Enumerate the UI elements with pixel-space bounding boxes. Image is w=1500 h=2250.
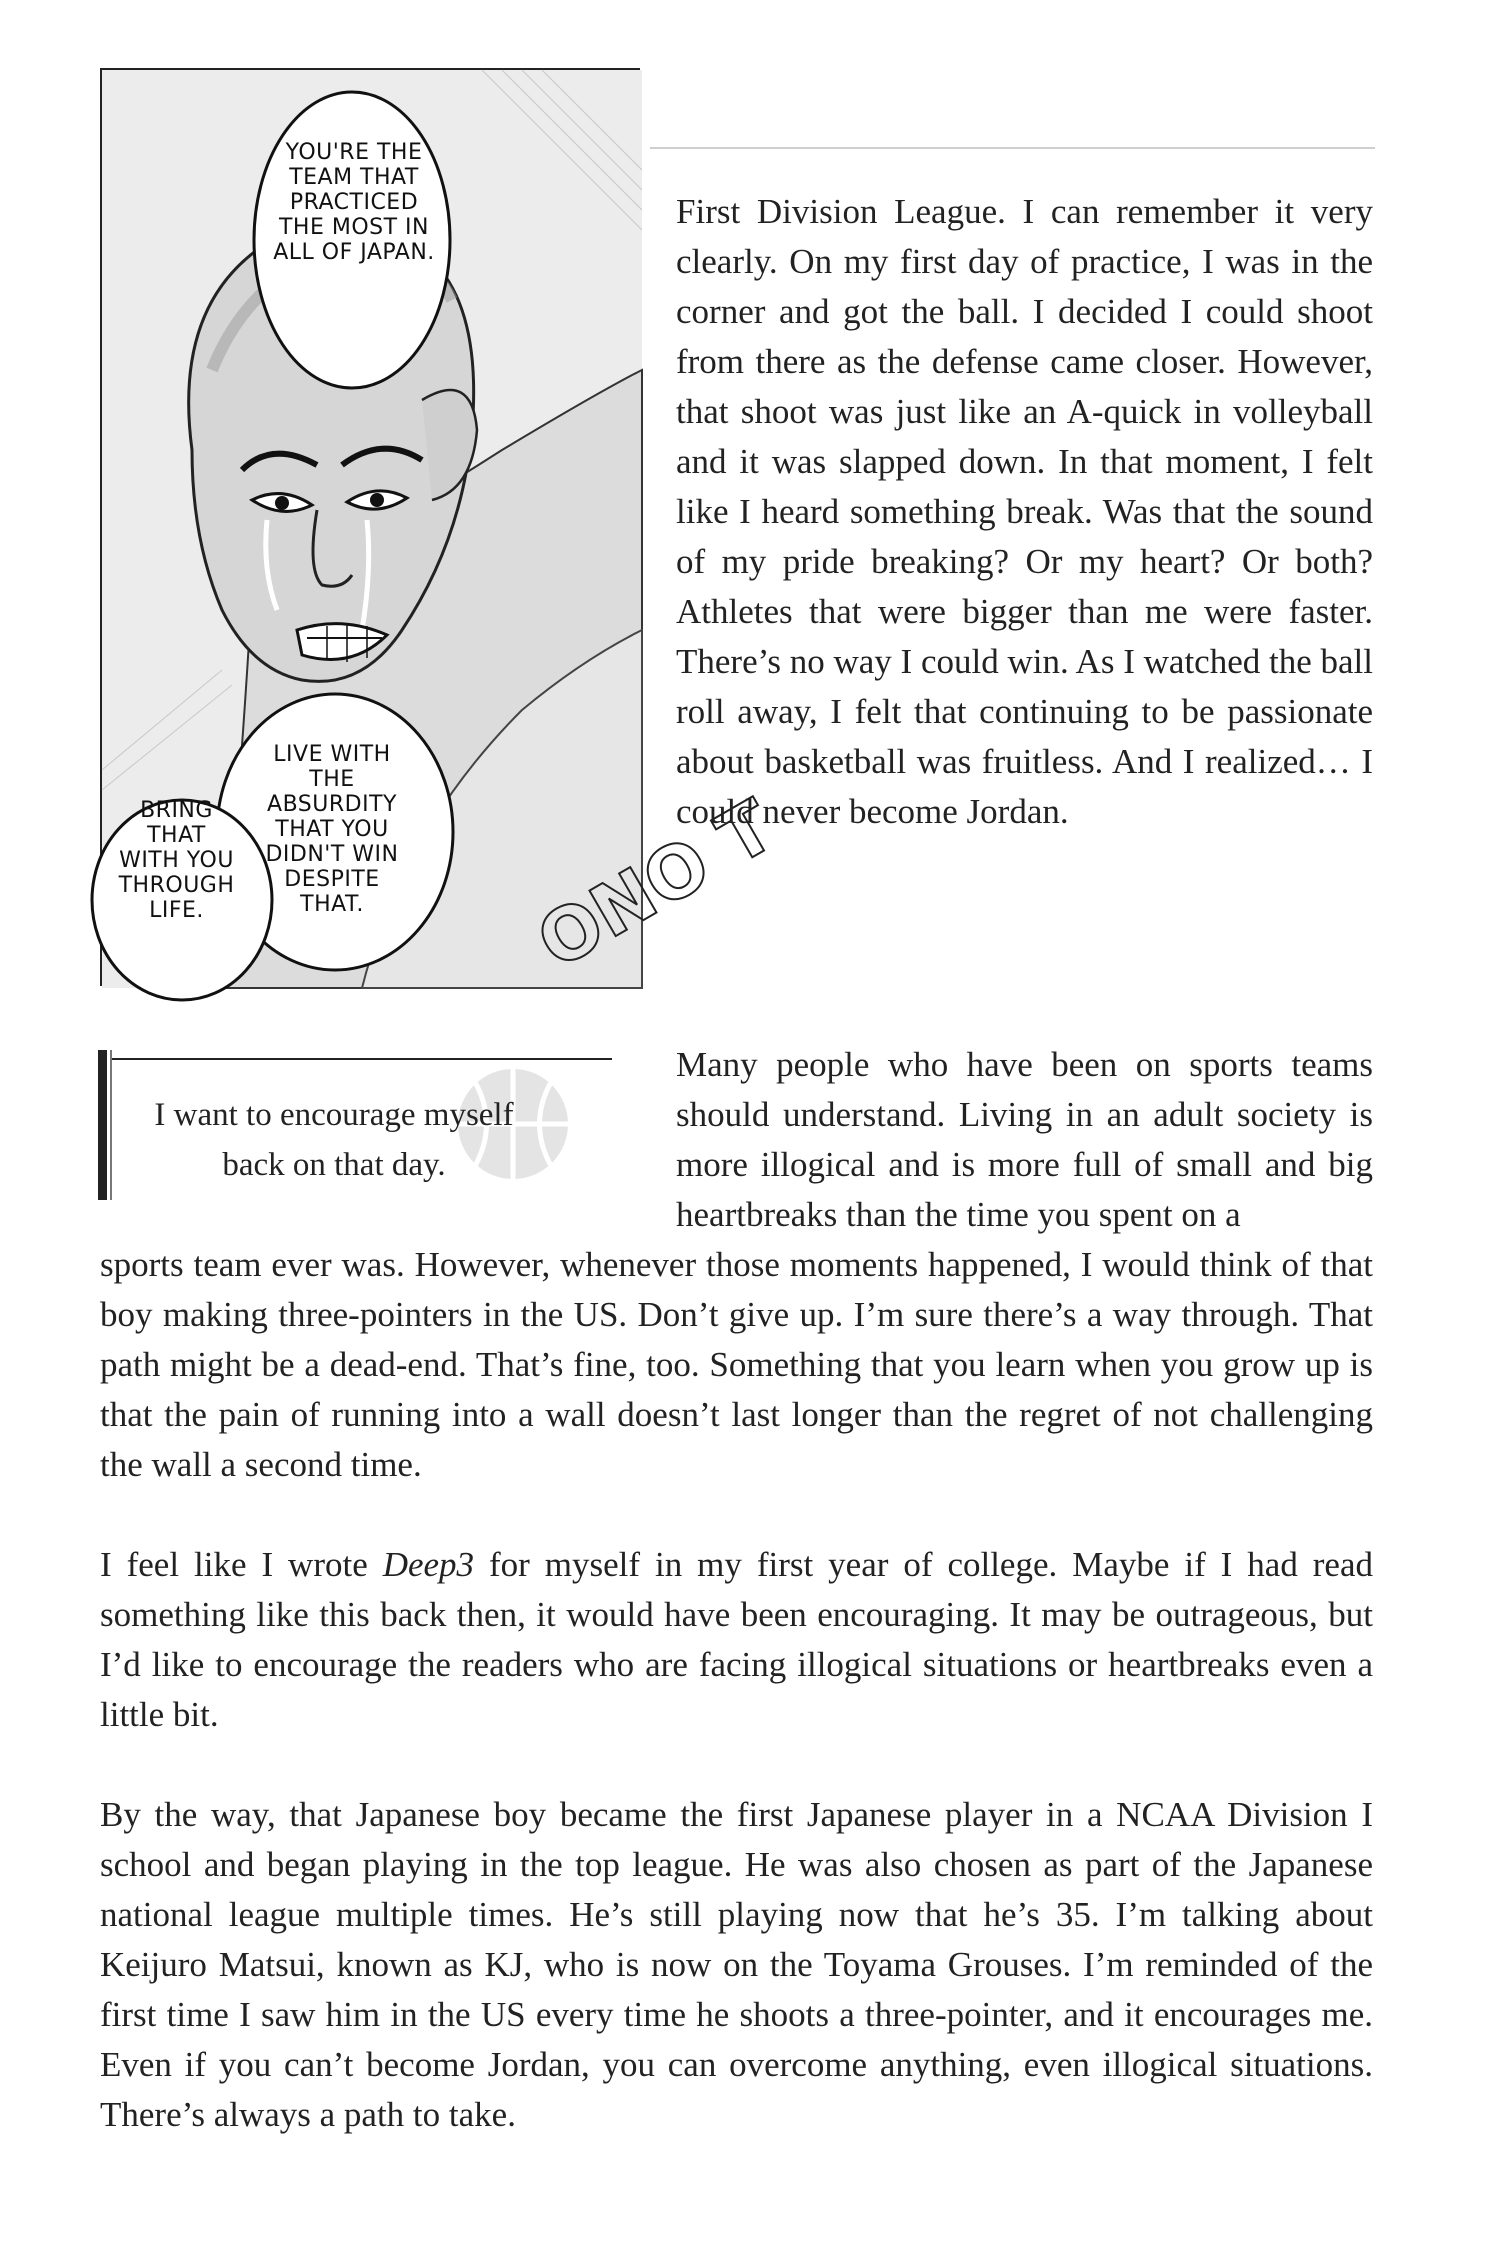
paragraph-2-side: Many people who have been on sports teams should understand. Living in an adult society is more illogical and is more full of small and big heartbreaks than the time you spent on a <box>676 1045 1373 1234</box>
paragraph-2-full: sports team ever was. However, whenever those moments happened, I would think of that boy making three-pointers in the US. Don’t give up. I’m sure there’s a way through. That path might be a dead-end. That’s fine, too. Something that you learn when you grow up is that the pain of running into a wall doesn’t last longer than the regret of not challenging the wall a second time. <box>100 1245 1373 1484</box>
speech-text-middle: LIVE WITH THE ABSURDITY THAT YOU DIDN'T WIN DESPITE THAT. <box>265 742 399 917</box>
paragraph-3 <box>100 1540 1373 1740</box>
header-rule <box>650 147 1375 149</box>
quote-bar <box>98 1050 107 1200</box>
manga-panel <box>100 68 788 986</box>
paragraph-1: First Division League. I can remember it very clearly. On my first day of practice, I was in the corner and got the ball. I decided I could shoot from there as the defense came closer. However, that shoot was just like an A-quick in volleyball and it was slapped down. In that moment, I felt like I heard something break. Was that the sound of my pride breaking? Or my heart? Or both? Athletes that were bigger than me were faster. There’s no way I could win. As I watched the ball roll away, I felt that continuing to be passionate about basketball was fruitless. And I realized… I could never become Jordan. <box>676 192 1373 831</box>
paragraph-3-lead: I feel like I wrote <box>100 1545 383 1584</box>
book-title-deep3: Deep3 <box>382 1545 475 1584</box>
paragraph-4: By the way, that Japanese boy became the first Japanese player in a NCAA Division I school and began playing in the top league. He was also chosen as part of the Japanese national league multiple times. He’s still playing now that he’s 35. I’m talking about Keijuro Matsui, known as KJ, who is now on the Toyama Grouses. I’m reminded of the first time I saw him in the US every time he shoots a three-pointer, and it encourages me. Even if you can’t become Jordan, you can overcome anything, even illogical situations. There’s always a path to take. <box>100 1795 1373 2134</box>
speech-text-left: BRING THAT WITH YOU THROUGH LIFE. <box>118 798 235 923</box>
pull-quote-text: I want to encourage myself back on that day. <box>154 1097 514 1183</box>
paragraph-3-rest: for myself in my first year of college. Maybe if I had read something like this back then, it would have been encouraging. It may be outrageous, but I’d like to encourage the readers who are facing illogical situations or heartbreaks even a little bit. <box>100 1545 1373 1734</box>
pull-quote <box>98 1050 618 1202</box>
quote-bar-thin <box>110 1050 112 1200</box>
jersey-lettering: ONO T <box>523 783 788 985</box>
speech-text-top: YOU'RE THE TEAM THAT PRACTICED THE MOST IN ALL OF JAPAN. <box>273 140 435 265</box>
quote-top-line <box>112 1058 612 1060</box>
